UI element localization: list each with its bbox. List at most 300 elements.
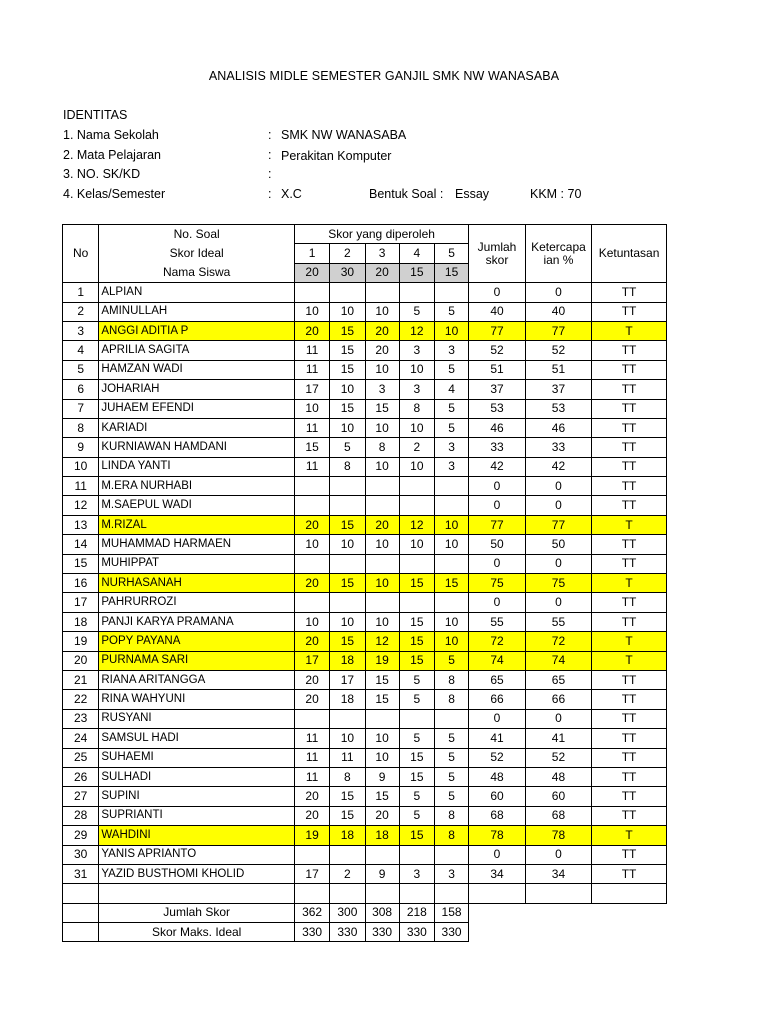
score-cell: 20 bbox=[294, 690, 329, 709]
score-cell bbox=[294, 477, 329, 496]
ketercapaian-cell: 50 bbox=[525, 535, 591, 554]
score-cell: 18 bbox=[330, 690, 365, 709]
nama-sekolah-label: 1. Nama Sekolah bbox=[63, 128, 159, 142]
score-cell: 11 bbox=[294, 418, 329, 437]
student-rows bbox=[63, 283, 667, 884]
skor-maks-value: 330 bbox=[330, 923, 365, 942]
score-cell: 20 bbox=[365, 515, 399, 534]
score-cell: 17 bbox=[294, 864, 329, 883]
ketuntasan-cell: TT bbox=[592, 748, 667, 767]
score-cell: 11 bbox=[330, 748, 365, 767]
score-cell: 5 bbox=[434, 651, 468, 670]
score-cell bbox=[365, 593, 399, 612]
kelas-semester-value: X.C bbox=[281, 187, 302, 201]
score-cell bbox=[330, 496, 365, 515]
score-cell: 8 bbox=[434, 670, 468, 689]
score-cell bbox=[399, 709, 434, 728]
score-cell: 20 bbox=[294, 321, 329, 340]
score-cell: 3 bbox=[434, 864, 468, 883]
score-cell: 15 bbox=[330, 806, 365, 825]
ketuntasan-cell: TT bbox=[592, 845, 667, 864]
header-no-soal: No. Soal bbox=[99, 225, 295, 244]
score-cell: 15 bbox=[434, 574, 468, 593]
score-cell: 19 bbox=[365, 651, 399, 670]
ketercapaian-cell: 52 bbox=[525, 748, 591, 767]
row-number: 4 bbox=[63, 341, 99, 360]
score-cell: 20 bbox=[365, 806, 399, 825]
score-cell: 4 bbox=[434, 380, 468, 399]
score-cell: 10 bbox=[365, 729, 399, 748]
jumlah-skor-value: 218 bbox=[399, 903, 434, 922]
score-cell: 10 bbox=[434, 535, 468, 554]
ketercapaian-cell: 55 bbox=[525, 612, 591, 631]
score-cell bbox=[365, 477, 399, 496]
score-cell: 10 bbox=[330, 535, 365, 554]
row-number: 14 bbox=[63, 535, 99, 554]
score-cell bbox=[399, 554, 434, 573]
header-ideal-score: 15 bbox=[434, 263, 468, 282]
bentuk-soal-value: Essay bbox=[455, 187, 490, 201]
score-cell: 10 bbox=[294, 302, 329, 321]
row-number: 6 bbox=[63, 380, 99, 399]
score-cell: 10 bbox=[365, 612, 399, 631]
student-name: M.ERA NURHABI bbox=[99, 477, 295, 496]
student-row bbox=[63, 845, 667, 864]
student-row bbox=[63, 612, 667, 631]
score-cell: 10 bbox=[434, 321, 468, 340]
score-cell: 15 bbox=[330, 574, 365, 593]
ketercapaian-cell: 78 bbox=[525, 826, 591, 845]
score-cell: 15 bbox=[365, 787, 399, 806]
row-number: 19 bbox=[63, 632, 99, 651]
score-cell: 20 bbox=[294, 515, 329, 534]
student-name: RINA WAHYUNI bbox=[99, 690, 295, 709]
header-ketuntasan: Ketuntasan bbox=[592, 225, 667, 283]
student-name: RIANA ARITANGGA bbox=[99, 670, 295, 689]
student-name: MUHIPPAT bbox=[99, 554, 295, 573]
student-name: APRILIA SAGITA bbox=[99, 341, 295, 360]
student-row bbox=[63, 477, 667, 496]
student-name: SUPINI bbox=[99, 787, 295, 806]
ketuntasan-cell: TT bbox=[592, 864, 667, 883]
score-cell: 5 bbox=[434, 302, 468, 321]
header-soal-number: 4 bbox=[399, 244, 434, 263]
header-nama-siswa: Nama Siswa bbox=[99, 263, 295, 282]
jumlah-skor-cell: 0 bbox=[469, 283, 526, 302]
score-cell: 11 bbox=[294, 457, 329, 476]
student-name: JOHARIAH bbox=[99, 380, 295, 399]
score-cell bbox=[434, 845, 468, 864]
mata-pelajaran-value: Perakitan Komputer bbox=[281, 149, 392, 163]
header-skor-ideal: Skor Ideal bbox=[99, 244, 295, 263]
row-number: 28 bbox=[63, 806, 99, 825]
score-cell bbox=[330, 477, 365, 496]
jumlah-skor-cell: 41 bbox=[469, 729, 526, 748]
score-cell: 15 bbox=[399, 612, 434, 631]
score-cell: 15 bbox=[330, 515, 365, 534]
score-cell bbox=[434, 477, 468, 496]
jumlah-skor-cell: 33 bbox=[469, 438, 526, 457]
jumlah-skor-cell: 0 bbox=[469, 845, 526, 864]
student-row bbox=[63, 341, 667, 360]
score-cell: 10 bbox=[399, 418, 434, 437]
score-cell: 8 bbox=[434, 826, 468, 845]
score-cell: 10 bbox=[399, 457, 434, 476]
student-row bbox=[63, 690, 667, 709]
ketercapaian-cell: 33 bbox=[525, 438, 591, 457]
row-number: 10 bbox=[63, 457, 99, 476]
ketuntasan-cell: TT bbox=[592, 612, 667, 631]
student-row bbox=[63, 593, 667, 612]
jumlah-skor-cell: 68 bbox=[469, 806, 526, 825]
score-cell: 3 bbox=[365, 380, 399, 399]
ketercapaian-cell: 66 bbox=[525, 690, 591, 709]
score-cell: 18 bbox=[365, 826, 399, 845]
header-ideal-score: 15 bbox=[399, 263, 434, 282]
student-row bbox=[63, 283, 667, 302]
ketuntasan-cell: T bbox=[592, 651, 667, 670]
ketercapaian-cell: 74 bbox=[525, 651, 591, 670]
ketercapaian-cell: 0 bbox=[525, 477, 591, 496]
score-cell: 3 bbox=[399, 380, 434, 399]
jumlah-skor-cell: 0 bbox=[469, 593, 526, 612]
score-cell: 9 bbox=[365, 864, 399, 883]
score-cell bbox=[365, 496, 399, 515]
score-cell: 15 bbox=[365, 399, 399, 418]
score-cell: 3 bbox=[434, 438, 468, 457]
row-number: 20 bbox=[63, 651, 99, 670]
score-cell: 11 bbox=[294, 767, 329, 786]
score-cell bbox=[434, 554, 468, 573]
score-cell: 10 bbox=[365, 574, 399, 593]
score-cell bbox=[330, 283, 365, 302]
score-cell: 10 bbox=[434, 632, 468, 651]
kelas-semester-colon: : bbox=[268, 187, 272, 201]
row-number: 13 bbox=[63, 515, 99, 534]
student-name: PANJI KARYA PRAMANA bbox=[99, 612, 295, 631]
jumlah-skor-cell: 42 bbox=[469, 457, 526, 476]
jumlah-skor-cell: 77 bbox=[469, 515, 526, 534]
bentuk-soal-label: Bentuk Soal : bbox=[369, 187, 444, 201]
jumlah-skor-cell: 0 bbox=[469, 709, 526, 728]
ketuntasan-cell: TT bbox=[592, 399, 667, 418]
row-number: 31 bbox=[63, 864, 99, 883]
jumlah-skor-cell: 0 bbox=[469, 554, 526, 573]
row-number: 1 bbox=[63, 283, 99, 302]
header-soal-number: 3 bbox=[365, 244, 399, 263]
jumlah-skor-cell: 34 bbox=[469, 864, 526, 883]
score-cell: 15 bbox=[399, 632, 434, 651]
kkm-value: KKM : 70 bbox=[530, 187, 582, 201]
score-cell: 5 bbox=[399, 787, 434, 806]
ketuntasan-cell: TT bbox=[592, 767, 667, 786]
score-cell: 2 bbox=[330, 864, 365, 883]
ketuntasan-cell: TT bbox=[592, 477, 667, 496]
student-row bbox=[63, 302, 667, 321]
student-row bbox=[63, 748, 667, 767]
ketercapaian-cell: 52 bbox=[525, 341, 591, 360]
jumlah-skor-cell: 50 bbox=[469, 535, 526, 554]
score-cell: 18 bbox=[330, 651, 365, 670]
nama-sekolah-value: SMK NW WANASABA bbox=[281, 128, 407, 142]
ketercapaian-cell: 53 bbox=[525, 399, 591, 418]
student-name: JUHAEM EFENDI bbox=[99, 399, 295, 418]
student-name: YANIS APRIANTO bbox=[99, 845, 295, 864]
score-cell: 5 bbox=[434, 787, 468, 806]
score-cell: 17 bbox=[294, 651, 329, 670]
score-cell: 8 bbox=[434, 690, 468, 709]
score-cell: 15 bbox=[330, 399, 365, 418]
ketuntasan-cell: TT bbox=[592, 302, 667, 321]
student-name: SUPRIANTI bbox=[99, 806, 295, 825]
score-cell bbox=[365, 845, 399, 864]
score-cell: 15 bbox=[399, 574, 434, 593]
ketuntasan-cell: TT bbox=[592, 380, 667, 399]
row-number: 8 bbox=[63, 418, 99, 437]
student-name: POPY PAYANA bbox=[99, 632, 295, 651]
score-cell: 15 bbox=[399, 826, 434, 845]
score-cell: 12 bbox=[365, 632, 399, 651]
ketercapaian-cell: 75 bbox=[525, 574, 591, 593]
score-cell: 15 bbox=[330, 360, 365, 379]
score-cell bbox=[330, 593, 365, 612]
jumlah-skor-cell: 74 bbox=[469, 651, 526, 670]
score-cell: 5 bbox=[434, 767, 468, 786]
score-cell: 10 bbox=[294, 612, 329, 631]
row-number: 5 bbox=[63, 360, 99, 379]
student-name: HAMZAN WADI bbox=[99, 360, 295, 379]
row-number: 2 bbox=[63, 302, 99, 321]
student-row bbox=[63, 321, 667, 340]
score-table bbox=[62, 224, 667, 942]
jumlah-skor-cell: 66 bbox=[469, 690, 526, 709]
ketercapaian-cell: 0 bbox=[525, 283, 591, 302]
header-soal-number: 5 bbox=[434, 244, 468, 263]
score-cell bbox=[365, 709, 399, 728]
score-cell: 17 bbox=[294, 380, 329, 399]
score-cell: 20 bbox=[294, 806, 329, 825]
jumlah-skor-value: 158 bbox=[434, 903, 468, 922]
student-row bbox=[63, 360, 667, 379]
skor-maks-label: Skor Maks. Ideal bbox=[99, 923, 295, 942]
ketercapaian-cell: 0 bbox=[525, 845, 591, 864]
ketuntasan-cell: TT bbox=[592, 496, 667, 515]
score-cell bbox=[365, 554, 399, 573]
student-row bbox=[63, 864, 667, 883]
score-cell: 3 bbox=[434, 341, 468, 360]
student-name: YAZID BUSTHOMI KHOLID bbox=[99, 864, 295, 883]
no-sk-kd-label: 3. NO. SK/KD bbox=[63, 167, 141, 181]
jumlah-skor-row bbox=[63, 903, 667, 922]
row-number: 9 bbox=[63, 438, 99, 457]
score-cell: 20 bbox=[294, 574, 329, 593]
student-name: MUHAMMAD HARMAEN bbox=[99, 535, 295, 554]
header-soal-number: 1 bbox=[294, 244, 329, 263]
score-cell: 10 bbox=[399, 535, 434, 554]
jumlah-skor-cell: 60 bbox=[469, 787, 526, 806]
student-name: KURNIAWAN HAMDANI bbox=[99, 438, 295, 457]
ketercapaian-cell: 60 bbox=[525, 787, 591, 806]
score-cell: 20 bbox=[294, 632, 329, 651]
score-cell: 5 bbox=[399, 670, 434, 689]
jumlah-skor-cell: 53 bbox=[469, 399, 526, 418]
score-cell: 11 bbox=[294, 360, 329, 379]
jumlah-skor-value: 300 bbox=[330, 903, 365, 922]
ketercapaian-cell: 0 bbox=[525, 496, 591, 515]
score-cell: 3 bbox=[399, 341, 434, 360]
student-name: KARIADI bbox=[99, 418, 295, 437]
row-number: 25 bbox=[63, 748, 99, 767]
jumlah-skor-label: Jumlah Skor bbox=[99, 903, 295, 922]
row-number: 21 bbox=[63, 670, 99, 689]
score-cell: 20 bbox=[365, 321, 399, 340]
score-cell: 10 bbox=[330, 612, 365, 631]
row-number: 11 bbox=[63, 477, 99, 496]
row-number: 29 bbox=[63, 826, 99, 845]
header-jumlah-skor: Jumlah skor bbox=[469, 225, 526, 283]
student-name: WAHDINI bbox=[99, 826, 295, 845]
student-row bbox=[63, 729, 667, 748]
ketuntasan-cell: TT bbox=[592, 341, 667, 360]
jumlah-skor-value: 308 bbox=[365, 903, 399, 922]
score-cell bbox=[294, 283, 329, 302]
row-number: 27 bbox=[63, 787, 99, 806]
jumlah-skor-cell: 46 bbox=[469, 418, 526, 437]
jumlah-skor-cell: 52 bbox=[469, 748, 526, 767]
score-cell: 2 bbox=[399, 438, 434, 457]
student-name: M.SAEPUL WADI bbox=[99, 496, 295, 515]
ketuntasan-cell: TT bbox=[592, 670, 667, 689]
ketercapaian-cell: 37 bbox=[525, 380, 591, 399]
header-no: No bbox=[63, 225, 99, 283]
ketercapaian-cell: 0 bbox=[525, 554, 591, 573]
jumlah-skor-cell: 55 bbox=[469, 612, 526, 631]
student-name: SUHAEMI bbox=[99, 748, 295, 767]
score-cell: 3 bbox=[434, 457, 468, 476]
student-row bbox=[63, 574, 667, 593]
student-row bbox=[63, 806, 667, 825]
score-cell: 8 bbox=[365, 438, 399, 457]
ketercapaian-cell: 51 bbox=[525, 360, 591, 379]
score-cell bbox=[399, 477, 434, 496]
score-cell: 11 bbox=[294, 341, 329, 360]
ketuntasan-cell: TT bbox=[592, 690, 667, 709]
score-cell: 15 bbox=[399, 767, 434, 786]
score-cell: 15 bbox=[294, 438, 329, 457]
student-row bbox=[63, 496, 667, 515]
score-cell: 15 bbox=[399, 748, 434, 767]
ketuntasan-cell: TT bbox=[592, 283, 667, 302]
header-ideal-score: 30 bbox=[330, 263, 365, 282]
score-cell: 10 bbox=[365, 535, 399, 554]
score-cell: 20 bbox=[365, 341, 399, 360]
score-cell: 11 bbox=[294, 748, 329, 767]
score-cell: 10 bbox=[365, 360, 399, 379]
score-cell: 20 bbox=[294, 670, 329, 689]
student-name: ANGGI ADITIA P bbox=[99, 321, 295, 340]
ketuntasan-cell: TT bbox=[592, 806, 667, 825]
skor-maks-value: 330 bbox=[294, 923, 329, 942]
header-ideal-score: 20 bbox=[294, 263, 329, 282]
score-cell: 10 bbox=[330, 302, 365, 321]
document-title: ANALISIS MIDLE SEMESTER GANJIL SMK NW WANASABA bbox=[208, 69, 560, 83]
ketercapaian-cell: 0 bbox=[525, 709, 591, 728]
score-cell bbox=[434, 283, 468, 302]
score-cell: 5 bbox=[399, 729, 434, 748]
ketuntasan-cell: TT bbox=[592, 787, 667, 806]
score-cell: 3 bbox=[399, 864, 434, 883]
score-cell: 5 bbox=[399, 302, 434, 321]
jumlah-skor-cell: 51 bbox=[469, 360, 526, 379]
score-cell: 8 bbox=[399, 399, 434, 418]
student-name: SAMSUL HADI bbox=[99, 729, 295, 748]
ketuntasan-cell: TT bbox=[592, 535, 667, 554]
ketuntasan-cell: T bbox=[592, 515, 667, 534]
ketuntasan-cell: TT bbox=[592, 709, 667, 728]
ketuntasan-cell: TT bbox=[592, 438, 667, 457]
row-number: 15 bbox=[63, 554, 99, 573]
score-cell: 5 bbox=[330, 438, 365, 457]
ketuntasan-cell: TT bbox=[592, 360, 667, 379]
score-cell: 10 bbox=[294, 535, 329, 554]
skor-maks-value: 330 bbox=[399, 923, 434, 942]
score-cell: 18 bbox=[330, 826, 365, 845]
score-cell bbox=[294, 845, 329, 864]
score-cell: 5 bbox=[434, 748, 468, 767]
student-name: NURHASANAH bbox=[99, 574, 295, 593]
skor-maks-value: 330 bbox=[365, 923, 399, 942]
jumlah-skor-cell: 40 bbox=[469, 302, 526, 321]
jumlah-skor-cell: 37 bbox=[469, 380, 526, 399]
spacer-row bbox=[63, 884, 667, 903]
score-cell bbox=[434, 496, 468, 515]
score-cell bbox=[294, 496, 329, 515]
score-cell: 15 bbox=[365, 690, 399, 709]
score-cell bbox=[434, 709, 468, 728]
score-cell: 5 bbox=[434, 399, 468, 418]
score-cell: 19 bbox=[294, 826, 329, 845]
student-row bbox=[63, 515, 667, 534]
ketuntasan-cell: T bbox=[592, 632, 667, 651]
score-cell bbox=[294, 709, 329, 728]
score-cell: 10 bbox=[434, 515, 468, 534]
row-number: 18 bbox=[63, 612, 99, 631]
score-cell: 8 bbox=[434, 806, 468, 825]
score-cell: 10 bbox=[330, 418, 365, 437]
ketercapaian-cell: 77 bbox=[525, 321, 591, 340]
row-number: 23 bbox=[63, 709, 99, 728]
score-cell: 12 bbox=[399, 515, 434, 534]
score-cell: 10 bbox=[365, 457, 399, 476]
score-cell bbox=[330, 845, 365, 864]
header-skor-diperoleh: Skor yang diperoleh bbox=[294, 225, 468, 244]
score-cell: 10 bbox=[365, 748, 399, 767]
jumlah-skor-cell: 75 bbox=[469, 574, 526, 593]
student-row bbox=[63, 554, 667, 573]
score-cell: 10 bbox=[434, 612, 468, 631]
score-cell bbox=[399, 593, 434, 612]
student-name: M.RIZAL bbox=[99, 515, 295, 534]
ketercapaian-cell: 41 bbox=[525, 729, 591, 748]
ketercapaian-cell: 72 bbox=[525, 632, 591, 651]
header-soal-number: 2 bbox=[330, 244, 365, 263]
score-cell: 11 bbox=[294, 729, 329, 748]
score-cell: 10 bbox=[330, 729, 365, 748]
jumlah-skor-cell: 52 bbox=[469, 341, 526, 360]
header-ketercapaian: Ketercapa ian % bbox=[525, 225, 591, 283]
score-cell: 5 bbox=[399, 806, 434, 825]
ketuntasan-cell: T bbox=[592, 826, 667, 845]
